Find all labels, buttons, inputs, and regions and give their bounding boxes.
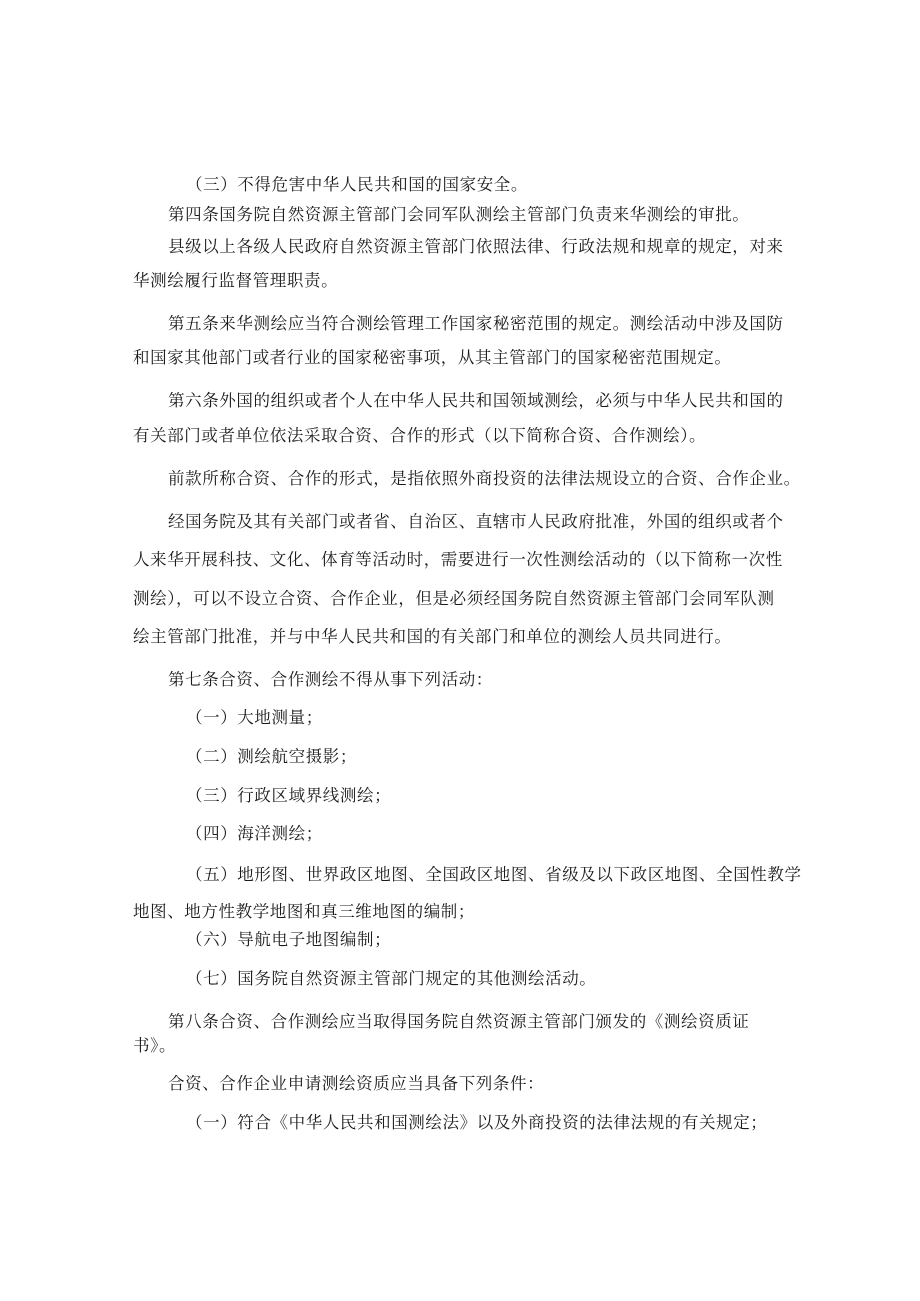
article-4-line-1: 第四条国务院自然资源主管部门会同军队测绘主管部门负责来华测绘的审批。 bbox=[168, 205, 750, 224]
article-7-item-3: （三）行政区域界线测绘； bbox=[186, 786, 392, 805]
article-6-para-3-line-2: 人来华开展科技、文化、体育等活动时，需要进行一次性测绘活动的（以下简称一次性 bbox=[133, 550, 783, 569]
article-7-intro: 第七条合资、合作测绘不得从事下列活动： bbox=[168, 670, 493, 689]
article-7-item-2: （二）测绘航空摄影； bbox=[186, 747, 357, 766]
article-6-para-3-line-3: 测绘），可以不设立合资、合作企业，但是必须经国务院自然资源主管部门会同军队测 bbox=[133, 589, 775, 608]
clause-3-national-security: （三）不得危害中华人民共和国的国家安全。 bbox=[186, 175, 528, 194]
article-6-para-3-line-4: 绘主管部门批准，并与中华人民共和国的有关部门和单位的测绘人员共同进行。 bbox=[133, 627, 732, 646]
article-6-line-2: 有关部门或者单位依法采取合资、合作的形式（以下简称合资、合作测绘）。 bbox=[133, 426, 707, 445]
article-8-line-2: 书》。 bbox=[133, 1036, 177, 1055]
article-5-line-1: 第五条来华测绘应当符合测绘管理工作国家秘密范围的规定。测绘活动中涉及国防 bbox=[168, 314, 784, 333]
article-6-para-3-line-1: 经国务院及其有关部门或者省、自治区、直辖市人民政府批准，外国的组织或者个 bbox=[168, 512, 784, 531]
article-6-line-1: 第六条外国的组织或者个人在中华人民共和国领域测绘，必须与中华人民共和国的 bbox=[168, 391, 784, 410]
article-7-item-6: （六）导航电子地图编制； bbox=[186, 930, 392, 949]
article-4-para-2-line-1: 县级以上各级人民政府自然资源主管部门依照法律、行政法规和规章的规定，对来 bbox=[168, 237, 784, 256]
article-7-item-5-line-2: 地图、地方性教学地图和真三维地图的编制； bbox=[133, 902, 475, 921]
article-7-item-4: （四）海洋测绘； bbox=[186, 824, 323, 843]
article-7-item-1: （一）大地测量； bbox=[186, 708, 323, 727]
article-8-para-2: 合资、合作企业申请测绘资质应当具备下列条件： bbox=[168, 1074, 545, 1093]
article-7-item-5-line-1: （五）地形图、世界政区地图、全国政区地图、省级及以下政区地图、全国性教学 bbox=[186, 865, 802, 884]
article-5-line-2: 和国家其他部门或者行业的国家秘密事项，从其主管部门的国家秘密范围规定。 bbox=[133, 348, 732, 367]
article-8-item-1: （一）符合《中华人民共和国测绘法》以及外商投资的法律法规的有关规定； bbox=[186, 1113, 768, 1132]
article-8-line-1: 第八条合资、合作测绘应当取得国务院自然资源主管部门颁发的《测绘资质证 bbox=[168, 1012, 750, 1031]
article-7-item-7: （七）国务院自然资源主管部门规定的其他测绘活动。 bbox=[186, 969, 597, 988]
article-6-para-2: 前款所称合资、合作的形式，是指依照外商投资的法律法规设立的合资、合作企业。 bbox=[168, 469, 801, 488]
article-4-para-2-line-2: 华测绘履行监督管理职责。 bbox=[133, 271, 339, 290]
